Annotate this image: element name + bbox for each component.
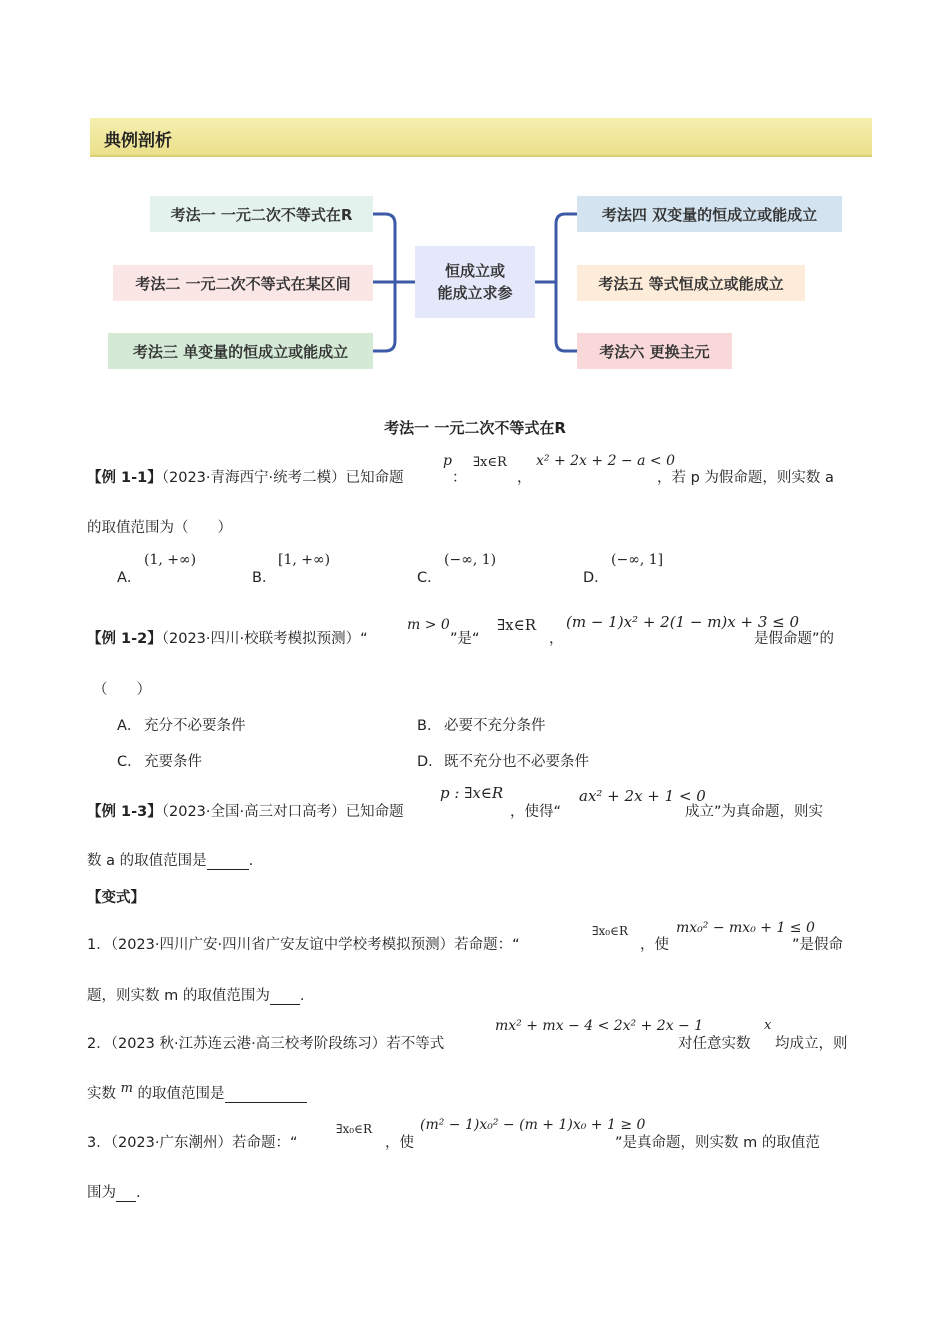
option-a-math: (1, +∞) (144, 552, 197, 568)
item-number: 1． (87, 937, 111, 953)
variant-3 (87, 1131, 298, 1152)
math-p: p (443, 453, 452, 469)
math-exists: ∃x₀∈R (592, 924, 629, 938)
example-tail: 是假命题”的 (754, 631, 835, 647)
line-text: 实数 (87, 1086, 116, 1102)
comma: ， (549, 631, 564, 647)
option-a-letter: A． (117, 718, 142, 734)
item-number: 3． (87, 1135, 111, 1151)
math-inequality: mx₀² − mx₀ + 1 ≤ 0 (676, 920, 815, 936)
math-condition: m > 0 (407, 617, 450, 633)
option-b-letter: B． (252, 570, 277, 586)
line-end: . (299, 988, 305, 1004)
mindmap-node-method-3 (108, 333, 373, 369)
mindmap-center-node (415, 246, 535, 318)
math-inequality: mx² + mx − 4 < 2x² + 2x − 1 (495, 1018, 704, 1034)
example-tag: 【例 1-3】 (87, 804, 162, 820)
line-end: . (248, 853, 254, 869)
mindmap-node-method-6 (577, 333, 732, 369)
example-1-3 (87, 800, 404, 821)
mindmap-node-label: 考法三 单变量的恒成立或能成立 (132, 342, 349, 361)
colon: ： (452, 470, 467, 486)
line-text: 题，则实数 m 的取值范围为 (87, 988, 270, 1004)
option-b-math: [1, +∞) (278, 552, 331, 568)
option-c-text: 充要条件 (144, 754, 202, 770)
line-text-2: 的取值范围是 (137, 1086, 225, 1102)
math-inequality: (m² − 1)x₀² − (m + 1)x₀ + 1 ≥ 0 (420, 1117, 646, 1133)
variant-2-line-2 (87, 1082, 307, 1103)
example-source: （2023·青海西宁·统考二模）已知命题 (161, 470, 404, 486)
option-d-letter: D． (417, 754, 443, 770)
option-b-letter: B． (417, 718, 442, 734)
line-text: 数 a 的取值范围是 (87, 853, 207, 869)
math-inequality: ax² + 2x + 1 < 0 (579, 787, 706, 805)
item-source: （2023·广东潮州）若命题：“ (110, 1135, 298, 1151)
example-source: （2023·全国·高三对口高考）已知命题 (161, 804, 404, 820)
mindmap-node-label: 考法五 等式恒成立或能成立 (598, 274, 784, 293)
answer-blank (207, 853, 249, 870)
item-tail: 均成立，则 (775, 1036, 848, 1052)
item-source: （2023·四川广安·四川省广安友谊中学校考模拟预测）若命题：“ (110, 937, 520, 953)
example-mid: ，使得“ (510, 804, 562, 820)
example-line-2: 的取值范围为（ ） (87, 520, 232, 536)
math-exists: ∃x∈R (473, 455, 507, 470)
math-proposition: p : ∃x∈R (440, 784, 504, 802)
example-mid: ”是“ (450, 631, 480, 647)
answer-blank (225, 1086, 307, 1103)
option-a-text: 充分不必要条件 (144, 718, 246, 734)
option-b-text: 必要不充分条件 (444, 718, 546, 734)
option-d-letter: D． (583, 570, 609, 586)
item-number: 2． (87, 1036, 111, 1052)
center-line-2: 能成立求参 (437, 284, 513, 302)
option-c-math: (−∞, 1) (444, 552, 497, 568)
line-text: 围为 (87, 1185, 116, 1201)
math-inequality: (m − 1)x² + 2(1 − m)x + 3 ≤ 0 (566, 613, 800, 631)
example-tag: 【例 1-2】 (87, 631, 162, 647)
option-d-text: 既不充分也不必要条件 (444, 754, 589, 770)
example-line-2 (87, 849, 253, 870)
math-inequality: x² + 2x + 2 − a < 0 (536, 453, 675, 469)
example-1-2 (87, 627, 368, 648)
mindmap-node-label: 考法四 双变量的恒成立或能成立 (601, 205, 818, 224)
example-line-2: （ ） (93, 682, 151, 698)
answer-blank (116, 1185, 136, 1202)
example-1-1 (87, 466, 404, 487)
mindmap-node-method-5 (577, 265, 805, 301)
example-tail: ，若 p 为假命题，则实数 a (657, 470, 834, 486)
mindmap-node-method-1 (150, 196, 373, 232)
mindmap-node-method-4 (577, 196, 842, 232)
variant-1-line-2 (87, 984, 304, 1005)
example-tail: 成立”为真命题，则实 (685, 804, 824, 820)
item-source: （2023 秋·江苏连云港·高三校考阶段练习）若不等式 (110, 1036, 445, 1052)
variant-2 (87, 1032, 444, 1053)
variant-3-line-2 (87, 1181, 141, 1202)
option-a-letter: A． (117, 570, 142, 586)
item-tail: ”是真命题，则实数 m 的取值范 (615, 1135, 820, 1151)
mindmap-node-method-2 (113, 265, 373, 301)
option-c-letter: C． (117, 754, 142, 770)
item-mid: 对任意实数 (678, 1036, 751, 1052)
item-mid: ，使 (385, 1135, 414, 1151)
math-x: x (764, 1018, 772, 1033)
mindmap-node-label: 考法六 更换主元 (599, 342, 710, 361)
option-d-math: (−∞, 1] (611, 552, 664, 568)
mindmap-node-label: 考法二 一元二次不等式在某区间 (135, 274, 351, 293)
math-exists: ∃x∈R (497, 616, 536, 634)
answer-blank (270, 988, 300, 1005)
example-source: （2023·四川·校联考模拟预测）“ (161, 631, 368, 647)
connector-left (373, 214, 415, 351)
example-tag: 【例 1-1】 (87, 470, 162, 486)
item-tail: ”是假命 (792, 937, 844, 953)
math-m: m (120, 1081, 133, 1096)
comma: ， (517, 470, 532, 486)
mindmap-node-label: 考法一 一元二次不等式在R (170, 205, 353, 224)
math-exists: ∃x₀∈R (336, 1122, 373, 1136)
variant-1 (87, 933, 520, 954)
section-title: 考法一 一元二次不等式在R (384, 419, 566, 437)
line-end: . (136, 1185, 141, 1201)
variant-title: 【变式】 (87, 890, 145, 906)
option-c-letter: C． (417, 570, 442, 586)
banner-title: 典例剖析 (104, 131, 172, 151)
center-line-1: 恒成立或 (444, 262, 505, 280)
connector-right (535, 214, 577, 351)
item-mid: ，使 (640, 937, 669, 953)
